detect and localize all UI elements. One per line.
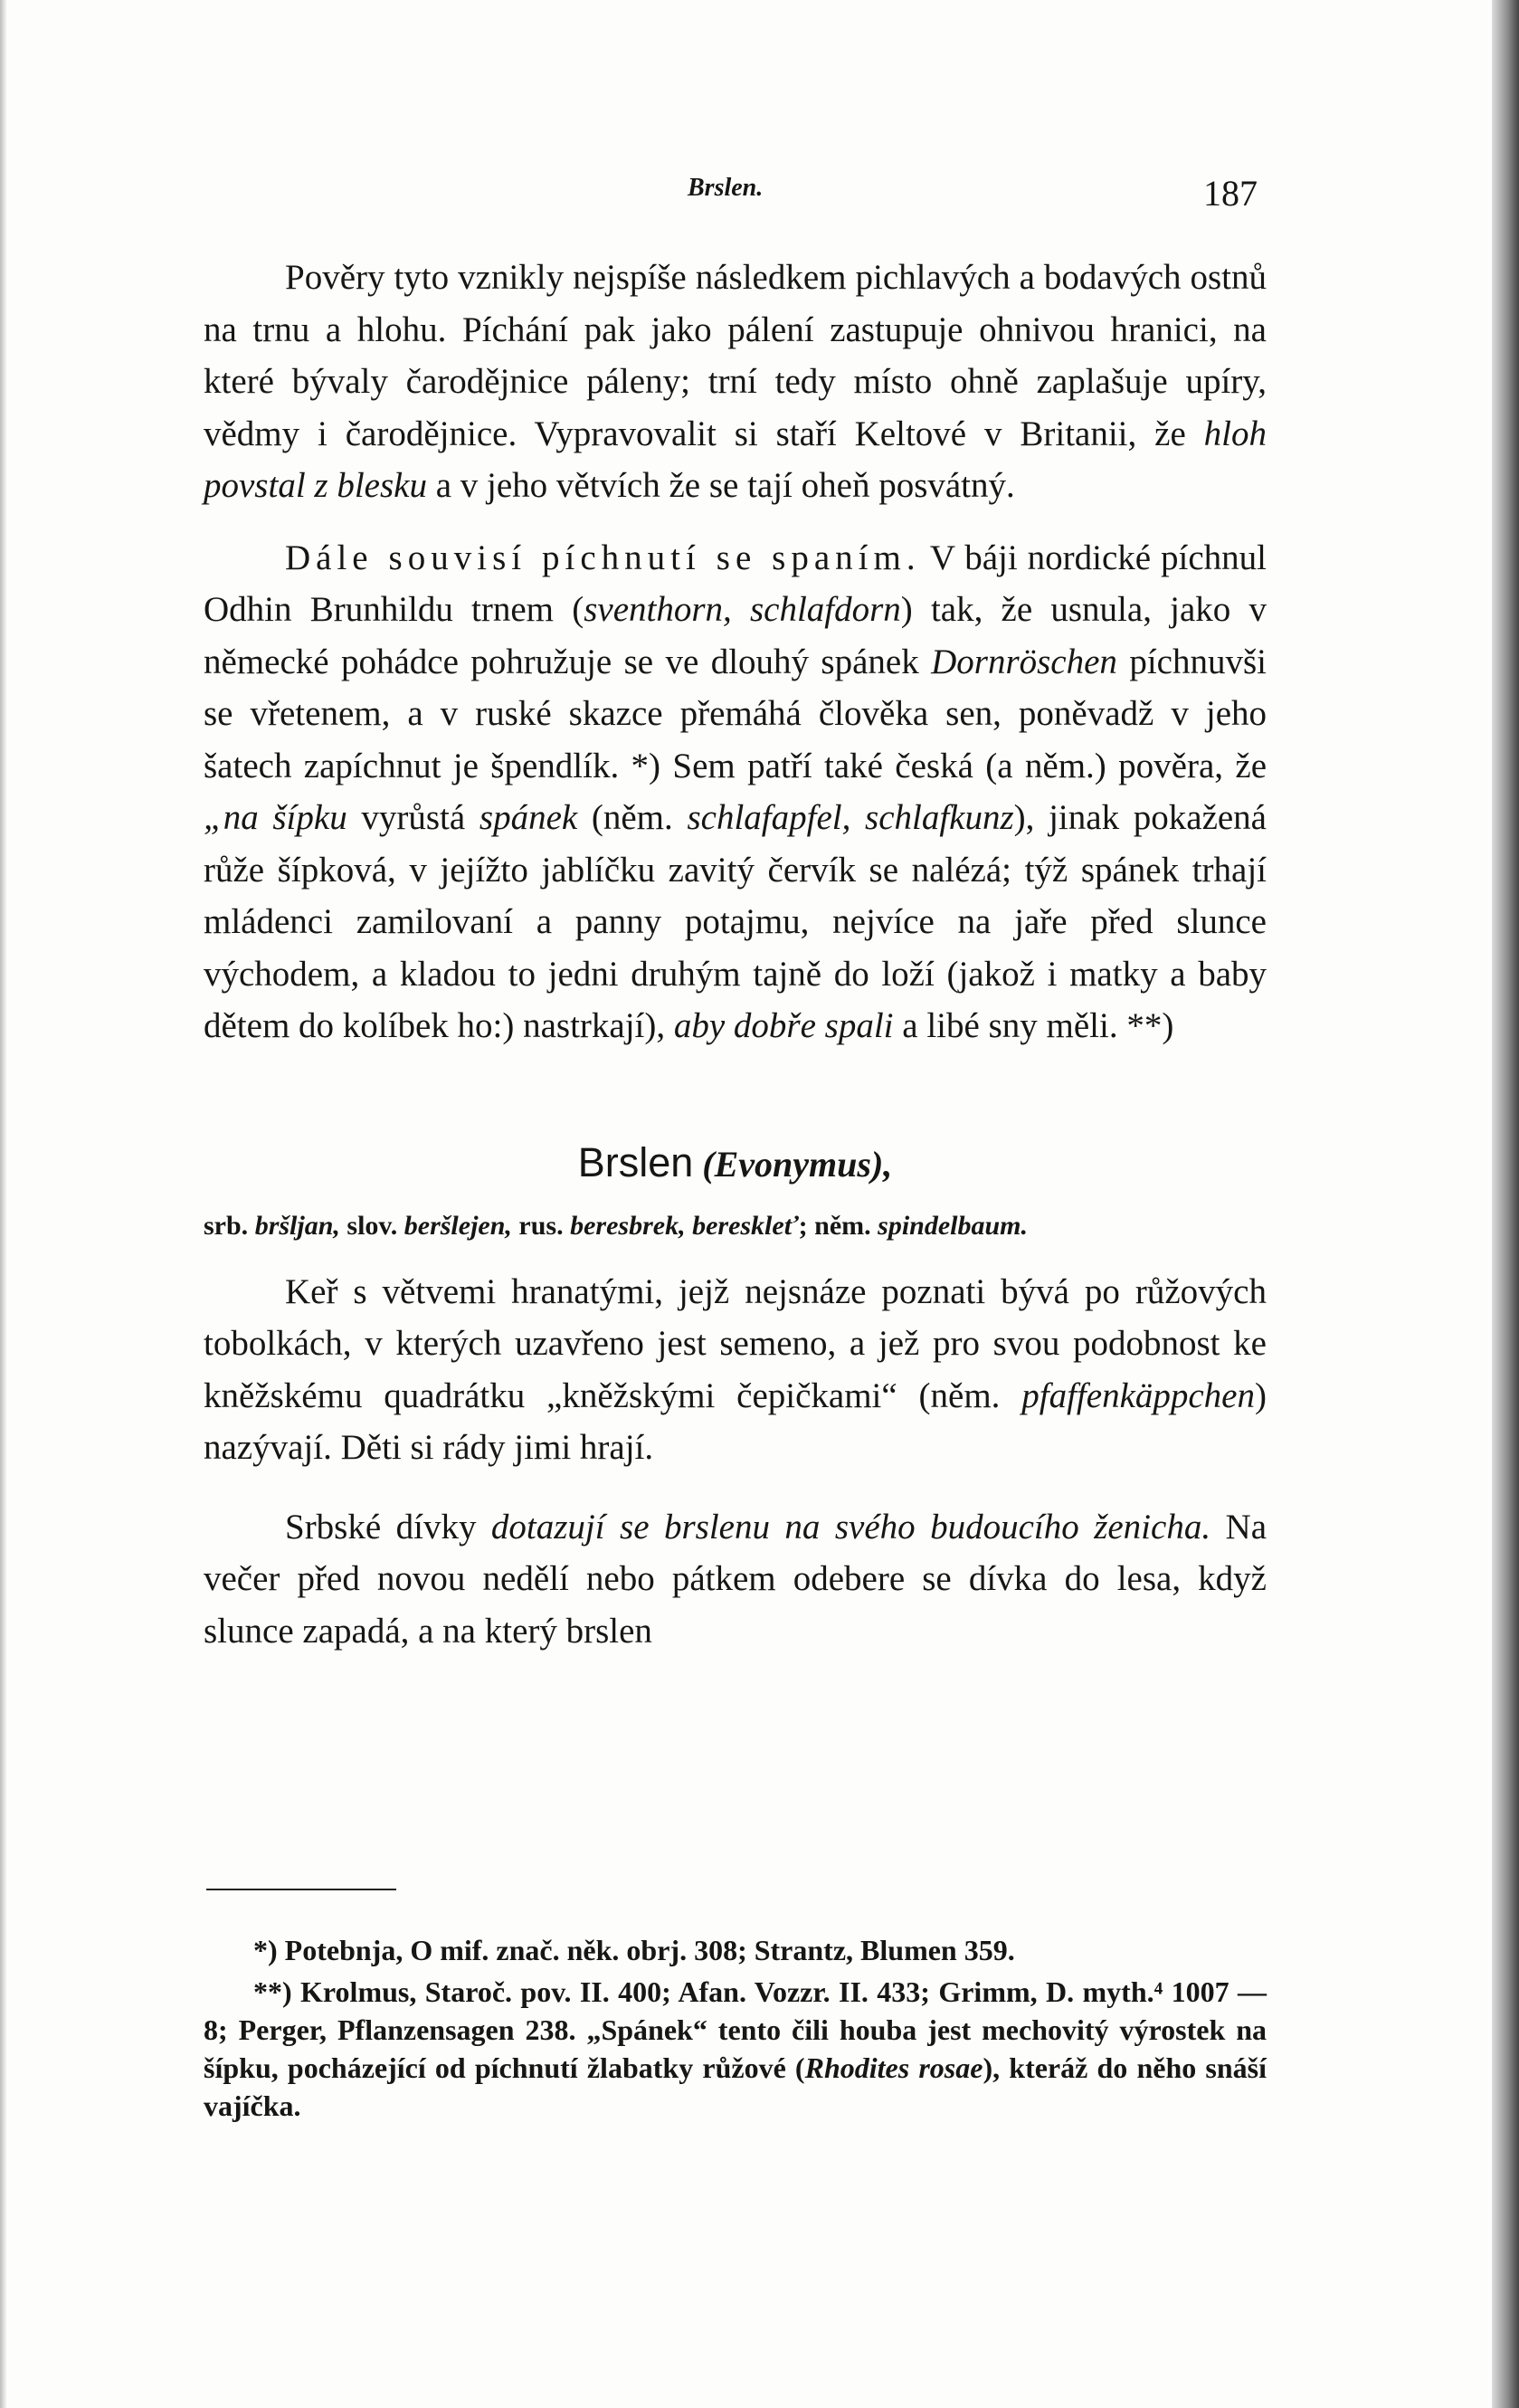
text-run: Keř s větvemi hranatými, jejž nejsnáze poznati bývá po růžových tobolkách, v kterých uzavřeno jest semeno, a jež pro svou podobnost ke kněžskému quadrátku „kněžskými čepičkami“ (něm. — [204, 1271, 1267, 1415]
main-text — [204, 252, 1267, 1657]
paragraph-1 — [204, 252, 1267, 512]
text-run: Srbské dívky — [285, 1507, 491, 1547]
text-run: píchnuvši se vřetenem, a v ruské skazce přemáhá člověka sen, poněvadž v jeho šatech zapíchnut je špendlík. *) Sem patří také česká (a něm.) pověra, že — [204, 642, 1267, 785]
text-run: (něm. — [577, 798, 688, 837]
italic-run: Rhodites rosae — [804, 2051, 983, 2084]
italic-run: bršljan, — [254, 1210, 340, 1241]
page-right-edge — [1492, 0, 1519, 2408]
vernacular-names — [204, 1208, 1267, 1244]
paragraph-3 — [204, 1266, 1267, 1474]
text-run: ), kteráž do něho snáší vajíčka. — [204, 2051, 1267, 2122]
italic-run: pfaffenkäppchen — [1021, 1375, 1255, 1415]
footnote-1: *) Potebnja, O mif. znač. něk. obrj. 308; Strantz, Blumen 359. — [253, 1934, 1015, 1966]
italic-run: sventhorn, schlafdorn — [584, 590, 901, 629]
spaced-run: Dále souvisí píchnutí se spaním. — [285, 538, 921, 577]
footnote-2 — [204, 1973, 1267, 2125]
italic-run: „na šípku — [204, 798, 347, 837]
section-heading — [204, 1136, 1267, 1192]
heading-latin-name: (Evonymus), — [693, 1143, 893, 1185]
text-run: V báji nordické píchnul Odhin Brunhildu trnem ( — [204, 538, 1267, 629]
text-run: a libé sny měli. **) — [893, 1006, 1174, 1045]
italic-run: beršlejen, — [403, 1210, 512, 1241]
text-run: ), jinak pokažená růže šípková, v jejížto jablíčku zavitý červík se nalézá; týž spánek trhají mládenci zamilovaní a panny potajmu, nejvíce na jaře před slunce východem, a kladou to jedni druhým tajně do loží (jakož i matky a baby dětem do kolíbek ho:) nastrkají), — [204, 798, 1267, 1045]
page-left-edge — [0, 0, 7, 2408]
text-run: Pověry tyto vznikly nejspíše následkem pichlavých a bodavých ostnů na trnu a hlohu. Píchání pak jako pálení zastupuje ohnivou hranici, na které bývaly čarodějnice páleny; trní tedy místo ohně zaplašuje upíry, vědmy i čarodějnice. Vypravovalit si staří Keltové v Britanii, že — [204, 258, 1267, 453]
footnote-divider — [206, 1889, 396, 1890]
text-run: ) tak, že usnula, jako v německé pohádce pohružuje se ve dlouhý spánek — [204, 590, 1267, 681]
italic-run: Dornröschen — [931, 642, 1117, 681]
text-run: slov. — [339, 1210, 404, 1241]
paragraph-2 — [204, 532, 1267, 1052]
italic-run: aby dobře spali — [673, 1006, 894, 1045]
italic-run: schlafapfel, schlafkunz — [687, 798, 1014, 837]
italic-run: beresbrek, bereskleť — [570, 1210, 799, 1241]
italic-run: spánek — [479, 798, 578, 837]
text-run: ) nazývají. Děti si rády jimi hrají. — [204, 1375, 1267, 1467]
text-run: rus. — [511, 1210, 571, 1241]
italic-run: hloh povstal z blesku — [204, 414, 1267, 505]
heading-title: Brslen — [577, 1138, 694, 1185]
running-head: Brslen. — [688, 174, 764, 202]
footnotes — [204, 1931, 1267, 2125]
text-run: ; něm. — [798, 1210, 878, 1241]
paragraph-4 — [204, 1501, 1267, 1658]
text-run: Na večer před novou nedělí nebo pátkem odebere se dívka do lesa, když slunce zapadá, a na který brslen — [204, 1507, 1267, 1651]
text-run: vyrůstá — [347, 798, 479, 837]
page-number: 187 — [1203, 173, 1258, 214]
text-run: srb. — [204, 1210, 255, 1241]
italic-run: dotazují se brslenu na svého budoucího ženicha. — [490, 1507, 1211, 1547]
text-run: **) Krolmus, Staroč. pov. II. 400; Afan. Vozzr. II. 433; Grimm, D. myth.⁴ 1007 — 8; Perger, Pflanzensagen 238. „Spánek“ tento čili houba jest mechovitý výrostek na šípku, pocházející od píchnutí žlabatky růžové ( — [204, 1975, 1267, 2084]
italic-run: spindelbaum. — [878, 1210, 1029, 1241]
text-run: a v jeho větvích že se tají oheň posvátný. — [426, 466, 1015, 505]
